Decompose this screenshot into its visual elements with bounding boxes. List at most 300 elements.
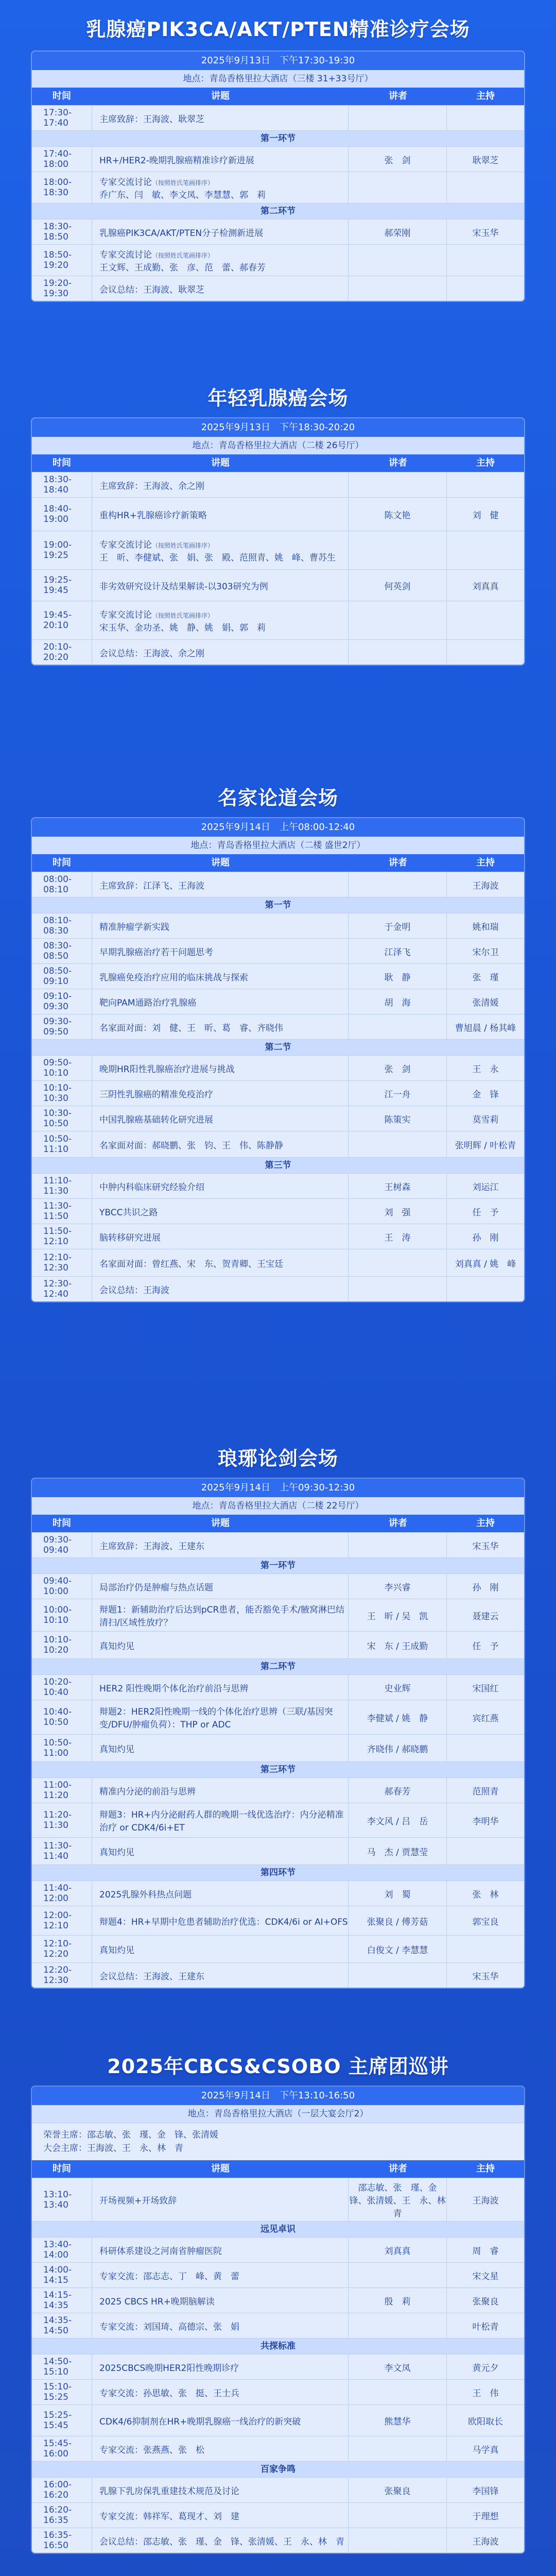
row-host	[446, 472, 524, 497]
schedule-card	[32, 2087, 524, 2553]
topic-text	[99, 1283, 169, 1296]
row-host: 王海波	[446, 2528, 524, 2553]
topic-text	[99, 1602, 348, 1628]
topic-text	[99, 1887, 192, 1900]
topic-text	[99, 1257, 283, 1269]
row-topic	[92, 472, 348, 497]
row-host: 张 瑾	[446, 964, 524, 989]
topic-text	[99, 153, 254, 166]
topic-text	[99, 2294, 215, 2307]
topic-text	[99, 1180, 204, 1193]
row-topic	[92, 1014, 348, 1039]
row-time: 10:50-11:00	[43, 1738, 72, 1758]
topic-title: HR+/HER2-晚期乳腺癌精准诊疗新进展	[99, 155, 254, 166]
header-host: 主持	[476, 857, 495, 868]
row-time: 11:30-11:50	[43, 1201, 72, 1222]
topic-text	[99, 2361, 239, 2374]
row-host: 刘 健	[446, 498, 524, 531]
row-speaker: 白俊文 / 李慧慧	[348, 1936, 446, 1962]
header-topic: 讲题	[211, 857, 230, 868]
row-speaker	[348, 1131, 446, 1157]
row-time: 10:40-10:50	[43, 1707, 72, 1727]
topic-title: 专家交流讨论	[99, 177, 152, 188]
row-topic	[92, 106, 348, 130]
row-time: 12:10-12:20	[43, 1939, 72, 1959]
row-host: 宋国红	[446, 1675, 524, 1700]
row-time: 09:30-09:40	[43, 1535, 72, 1555]
header-topic: 讲题	[211, 1518, 230, 1529]
row-topic	[92, 1700, 348, 1734]
row-host	[446, 640, 524, 665]
table-row	[32, 2502, 524, 2528]
section-title: 乳腺癌PIK3CA/AKT/PTEN精准诊疗会场	[86, 18, 470, 41]
table-row	[32, 1131, 524, 1157]
row-time: 09:30-09:50	[43, 1016, 72, 1037]
row-speaker: 史业辉	[348, 1675, 446, 1700]
table-header	[32, 88, 524, 105]
topic-title: 乳腺癌PIK3CA/AKT/PTEN分子检测新进展	[99, 228, 264, 239]
row-speaker	[348, 276, 446, 301]
row-topic	[92, 640, 348, 665]
row-time: 11:10-11:30	[43, 1176, 72, 1196]
topic-text	[99, 1112, 213, 1125]
table-row	[32, 1837, 524, 1865]
topic-text	[99, 112, 204, 125]
row-host: 刘真真	[446, 570, 524, 601]
topic-title: 2025乳腺外科热点问题	[99, 1889, 192, 1900]
topic-note: （按照姓氏笔画排序）	[152, 179, 214, 187]
table-row	[32, 1880, 524, 1906]
row-time: 10:00-10:10	[43, 1605, 72, 1625]
row-speaker: 刘 强	[348, 1199, 446, 1224]
table-row	[32, 1249, 524, 1276]
row-host	[446, 1838, 524, 1865]
table-row	[32, 1106, 524, 1131]
table-row	[32, 146, 524, 172]
topic-title: 专家交流讨论	[99, 540, 152, 550]
row-time: 14:00-14:15	[43, 2265, 72, 2285]
session-venue: 地点：青岛香格里拉大酒店（二楼 盛世2厅）	[32, 837, 524, 854]
topic-title: 精准内分泌的前沿与思辨	[99, 1786, 196, 1797]
topic-text	[99, 1138, 283, 1151]
row-topic	[92, 1056, 348, 1080]
row-topic	[92, 2263, 348, 2287]
row-speaker: 王 涛	[348, 1224, 446, 1249]
row-speaker	[348, 872, 446, 897]
row-time: 14:35-14:50	[43, 2315, 72, 2336]
row-host: 王 永	[446, 1056, 524, 1080]
row-host	[446, 106, 524, 130]
topic-title: HER2 阳性晚期个体化治疗前沿与思辨	[99, 1683, 249, 1694]
header-speaker: 讲者	[389, 1518, 407, 1529]
topic-text	[99, 1704, 348, 1730]
table-row	[32, 244, 524, 276]
row-time: 15:45-16:00	[43, 2438, 72, 2459]
row-time: 16:20-16:35	[43, 2505, 72, 2526]
topic-text	[99, 2244, 222, 2257]
session-venue: 地点：青岛香格里拉大酒店（三楼 31+33号厅）	[32, 70, 524, 88]
row-speaker	[348, 2436, 446, 2461]
row-speaker	[348, 245, 446, 276]
row-topic	[92, 531, 348, 569]
topic-text	[99, 878, 204, 891]
topic-title: 2025 CBCS HR+晚期脑解读	[99, 2296, 215, 2307]
row-time: 10:10-10:30	[43, 1083, 72, 1104]
table-row	[32, 639, 524, 665]
row-topic	[92, 1574, 348, 1599]
topic-title: 靶向PAM通路治疗乳腺癌	[99, 997, 197, 1008]
topic-title: 早期乳腺癌治疗若干问题思考	[99, 947, 213, 958]
row-time: 19:45-20:10	[43, 610, 72, 631]
row-speaker: 江一舟	[348, 1081, 446, 1106]
table-header	[32, 454, 524, 472]
row-topic	[92, 1174, 348, 1198]
row-time: 11:20-11:30	[43, 1810, 72, 1831]
topic-title: 三阴性乳腺癌的精准免疫治疗	[99, 1089, 213, 1100]
session-date: 2025年9月13日 下午17:30-19:30	[32, 52, 524, 70]
topic-text	[99, 2319, 239, 2332]
topic-text	[99, 607, 266, 633]
row-time: 08:50-09:10	[43, 966, 72, 987]
topic-title: 精准肿瘤学新实践	[99, 922, 169, 933]
row-speaker: 陈策实	[348, 1106, 446, 1131]
segment-label: 第三节	[32, 1157, 524, 1173]
table-row	[32, 1674, 524, 1700]
topic-title: 专家交流：韩祥军、葛现才、刘 建	[99, 2511, 239, 2522]
row-speaker	[348, 1963, 446, 1988]
row-topic	[92, 172, 348, 203]
topic-title: 科研体系建设之河南省肿瘤医院	[99, 2246, 222, 2257]
table-row	[32, 105, 524, 130]
row-speaker: 李兴睿	[348, 1574, 446, 1599]
row-topic	[92, 601, 348, 639]
row-topic	[92, 147, 348, 172]
row-time: 09:10-09:30	[43, 991, 72, 1012]
row-topic	[92, 2380, 348, 2404]
row-time: 10:10-10:20	[43, 1635, 72, 1655]
topic-title: 乳腺癌免疫治疗应用的临床挑战与探索	[99, 972, 248, 983]
header-speaker: 讲者	[389, 91, 407, 101]
row-host: 马学真	[446, 2436, 524, 2461]
row-topic	[92, 964, 348, 989]
row-time: 08:10-08:30	[43, 916, 72, 936]
row-time: 16:35-16:50	[43, 2530, 72, 2551]
row-host: 宋玉华	[446, 1963, 524, 1988]
row-host: 张 林	[446, 1881, 524, 1906]
table-row	[32, 1173, 524, 1198]
row-speaker: 齐晓伟 / 郝晓鹏	[348, 1735, 446, 1761]
topic-title: 会议总结：王海波	[99, 1285, 169, 1296]
table-row	[32, 1198, 524, 1224]
topic-names: 王文辉、王成勤、张 彦、范 蕾、郝春芳	[99, 263, 266, 273]
table-row	[32, 2528, 524, 2553]
table-row	[32, 2477, 524, 2502]
row-speaker: 刘 蜀	[348, 1881, 446, 1906]
topic-title: 专家交流讨论	[99, 610, 152, 620]
row-topic	[92, 939, 348, 963]
table-row	[32, 569, 524, 601]
row-time: 20:10-20:20	[43, 642, 72, 663]
topic-title: 名家面对面：曾红燕、宋 东、贺青卿、王宝廷	[99, 1259, 283, 1269]
row-topic	[92, 2503, 348, 2528]
row-time: 17:40-18:00	[43, 149, 72, 170]
row-speaker	[348, 601, 446, 639]
table-row	[32, 2178, 524, 2221]
topic-text	[99, 247, 266, 273]
segment-label: 第二环节	[32, 203, 524, 219]
row-topic	[92, 2238, 348, 2262]
row-host: 莫雪莉	[446, 1106, 524, 1131]
row-host: 王 伟	[446, 2380, 524, 2404]
topic-title: 真知灼见	[99, 1847, 134, 1858]
row-speaker: 宋 东 / 王成勤	[348, 1632, 446, 1658]
topic-text	[99, 479, 204, 492]
table-row	[32, 2354, 524, 2379]
row-speaker	[348, 2263, 446, 2287]
table-row	[32, 989, 524, 1014]
schedule-card	[32, 52, 524, 301]
row-speaker: 江泽飞	[348, 939, 446, 963]
row-speaker	[348, 1533, 446, 1557]
topic-title: 乳腺下乳房保乳重建技术规范及讨论	[99, 2486, 239, 2497]
row-time: 18:40-19:00	[43, 504, 72, 524]
row-time: 13:10-13:40	[43, 2189, 72, 2210]
topic-title: 会议总结：邵志敏、张 瑾、金 锋、张清媛、王 永、林 青	[99, 2536, 344, 2547]
table-row	[32, 1573, 524, 1599]
row-host: 张聚良	[446, 2288, 524, 2313]
topic-title: 真知灼见	[99, 1744, 134, 1755]
row-topic	[92, 1533, 348, 1557]
row-host: 任 予	[446, 1632, 524, 1658]
row-host: 金 锋	[446, 1081, 524, 1106]
topic-title: 非劣效研究设计及结果解读-以303研究为例	[99, 581, 268, 592]
row-time: 19:20-19:30	[43, 278, 72, 299]
row-host: 宾红燕	[446, 1700, 524, 1734]
topic-title: 辩题4：HR+早期中危患者辅助治疗优选：CDK4/6i or AI+OFS	[99, 1917, 348, 1927]
table-row	[32, 1080, 524, 1106]
topic-text	[99, 1914, 348, 1927]
table-row	[32, 2262, 524, 2287]
row-host: 任 予	[446, 1199, 524, 1224]
row-speaker: 胡 海	[348, 989, 446, 1014]
topic-text	[99, 226, 263, 239]
row-host: 孙 刚	[446, 1224, 524, 1249]
row-speaker: 李文风 / 吕 岳	[348, 1803, 446, 1837]
topic-title: 会议总结：王海波、余之刚	[99, 648, 204, 659]
topic-title: 局部治疗仍是肿瘤与热点话题	[99, 1582, 213, 1593]
topic-text	[99, 508, 207, 521]
topic-text	[99, 970, 248, 983]
table-row	[32, 963, 524, 989]
row-time: 11:30-11:40	[43, 1841, 72, 1861]
topic-title: 会议总结：王海波、耿翠芝	[99, 284, 204, 295]
segment-label: 第一环节	[32, 130, 524, 146]
row-speaker: 殷 莉	[348, 2288, 446, 2313]
row-time: 18:30-18:40	[43, 474, 72, 495]
row-time: 18:00-18:30	[43, 177, 72, 198]
row-host: 叶松青	[446, 2313, 524, 2338]
row-host: 宋玉华	[446, 219, 524, 244]
table-row	[32, 1224, 524, 1249]
session-date: 2025年9月14日 上午09:30-12:30	[32, 1479, 524, 1497]
topic-text	[99, 579, 268, 592]
row-host	[446, 276, 524, 301]
header-time: 时间	[53, 1518, 71, 1529]
segment-label: 共探标准	[32, 2338, 524, 2354]
topic-text	[99, 2534, 344, 2547]
segment-label: 第三环节	[32, 1761, 524, 1777]
row-topic	[92, 1199, 348, 1224]
table-row	[32, 1276, 524, 1301]
topic-note: （按照姓氏笔画排序）	[152, 612, 214, 619]
topic-names: 宋玉华、金功圣、姚 静、姚 娟、郭 莉	[99, 623, 266, 633]
row-topic	[92, 1599, 348, 1631]
row-host: 欧阳取长	[446, 2405, 524, 2436]
row-topic	[92, 219, 348, 244]
table-row	[32, 531, 524, 569]
row-topic	[92, 872, 348, 897]
row-topic	[92, 1081, 348, 1106]
table-row	[32, 1734, 524, 1761]
row-host: 黄元夕	[446, 2354, 524, 2379]
topic-title: 辩题1：新辅助治疗后达到pCR患者，能否豁免手术/腋窝淋巴结清扫/区域性放疗？	[99, 1605, 345, 1628]
row-speaker	[348, 106, 446, 130]
row-topic	[92, 1963, 348, 1988]
row-topic	[92, 1224, 348, 1249]
topic-text	[99, 1845, 134, 1858]
header-time: 时间	[53, 857, 71, 868]
row-time: 19:25-19:45	[43, 575, 72, 596]
row-topic	[92, 2313, 348, 2338]
row-host: 宋尔卫	[446, 939, 524, 963]
topic-text	[99, 920, 169, 933]
row-speaker: 王 昕 / 吴 凯	[348, 1599, 446, 1631]
header-speaker: 讲者	[389, 457, 407, 468]
topic-text	[99, 646, 204, 659]
row-speaker	[348, 1277, 446, 1301]
topic-text	[99, 1639, 134, 1652]
row-speaker	[348, 2528, 446, 2553]
topic-text	[99, 1539, 204, 1552]
row-host: 宋文星	[446, 2263, 524, 2287]
row-speaker: 张 剑	[348, 147, 446, 172]
table-row	[32, 2313, 524, 2338]
row-speaker: 王树森	[348, 1174, 446, 1198]
topic-note: （按照姓氏笔画排序）	[152, 542, 214, 549]
row-speaker	[348, 640, 446, 665]
table-row	[32, 2404, 524, 2436]
honor-chairs	[32, 2123, 524, 2160]
row-topic	[92, 2528, 348, 2553]
section-title: 琅琊论剑会场	[217, 1447, 338, 1470]
table-row	[32, 913, 524, 938]
table-row	[32, 472, 524, 497]
row-host: 周 睿	[446, 2238, 524, 2262]
row-topic	[92, 1936, 348, 1962]
topic-title: 中肿内科临床研究经验介绍	[99, 1182, 204, 1193]
session-venue: 地点：青岛香格里拉大酒店（一层大宴会厅2）	[32, 2105, 524, 2123]
row-speaker: 郝荣刚	[348, 219, 446, 244]
row-speaker	[348, 1014, 446, 1039]
row-topic	[92, 2478, 348, 2502]
header-speaker: 讲者	[389, 2163, 407, 2174]
row-host: 范照青	[446, 1778, 524, 1803]
topic-text	[99, 1784, 196, 1797]
topic-note: （按照姓氏笔画排序）	[152, 252, 214, 259]
row-time: 10:20-10:40	[43, 1677, 72, 1698]
row-host: 张明辉 / 叶松青	[446, 1131, 524, 1157]
row-topic	[92, 1803, 348, 1837]
topic-text	[99, 1580, 213, 1593]
row-topic	[92, 1131, 348, 1157]
segment-label: 第四环节	[32, 1865, 524, 1880]
topic-title: YBCC共识之路	[99, 1207, 158, 1218]
row-host	[446, 245, 524, 276]
session-venue: 地点：青岛香格里拉大酒店（二楼 22号厅）	[32, 1497, 524, 1515]
row-time: 11:40-12:00	[43, 1883, 72, 1904]
row-time: 14:15-14:35	[43, 2290, 72, 2311]
row-time: 08:30-08:50	[43, 941, 72, 961]
topic-text	[99, 1969, 204, 1982]
row-host: 王海波	[446, 872, 524, 897]
topic-title: 名家面对面：刘 健、王 昕、葛 睿、齐晓伟	[99, 1023, 283, 1033]
session-date: 2025年9月14日 下午13:10-16:50	[32, 2087, 524, 2105]
header-host: 主持	[476, 91, 495, 101]
row-time: 09:40-10:00	[43, 1576, 72, 1597]
conference-chairs-line: 大会主席：王海波、王 永、林 青	[43, 2143, 183, 2154]
table-row	[32, 497, 524, 531]
row-host	[446, 1735, 524, 1761]
table-row	[32, 872, 524, 897]
row-host: 张清媛	[446, 989, 524, 1014]
topic-title: 辩题3：HR+内分泌耐药人群的晚期一线优选治疗：内分泌精准治疗 or CDK4/6i+ET	[99, 1810, 344, 1833]
topic-title: 专家交流：孙思敏、张 挺、王士兵	[99, 2388, 239, 2399]
topic-title: 中国乳腺癌基础转化研究进展	[99, 1114, 213, 1125]
row-time: 10:30-10:50	[43, 1108, 72, 1129]
row-speaker: 于金明	[348, 913, 446, 938]
table-row	[32, 2237, 524, 2262]
topic-title: 专家交流讨论	[99, 250, 152, 260]
row-host	[446, 1936, 524, 1962]
row-host: 王海波	[446, 2178, 524, 2221]
table-row	[32, 219, 524, 244]
row-host	[446, 172, 524, 203]
row-time: 12:10-12:30	[43, 1252, 72, 1273]
header-speaker: 讲者	[389, 857, 407, 868]
topic-title: 开场视频+开场致辞	[99, 2196, 177, 2206]
header-topic: 讲题	[211, 457, 230, 468]
header-host: 主持	[476, 457, 495, 468]
header-host: 主持	[476, 2163, 495, 2174]
topic-text	[99, 2386, 239, 2399]
topic-title: 脑转移研究进展	[99, 1232, 161, 1243]
row-host: 孙 刚	[446, 1574, 524, 1599]
table-row	[32, 172, 524, 203]
table-header	[32, 854, 524, 872]
topic-text	[99, 2509, 239, 2522]
row-host	[446, 1277, 524, 1301]
table-row	[32, 601, 524, 639]
row-topic	[92, 1906, 348, 1935]
topic-text	[99, 537, 336, 563]
row-time: 15:25-15:45	[43, 2410, 72, 2431]
row-time: 11:50-12:10	[43, 1226, 72, 1247]
table-row	[32, 1599, 524, 1631]
row-speaker: 李健斌 / 姚 静	[348, 1700, 446, 1734]
header-topic: 讲题	[211, 91, 230, 101]
topic-title: 专家交流：张燕燕、张 松	[99, 2445, 204, 2455]
row-topic	[92, 276, 348, 301]
